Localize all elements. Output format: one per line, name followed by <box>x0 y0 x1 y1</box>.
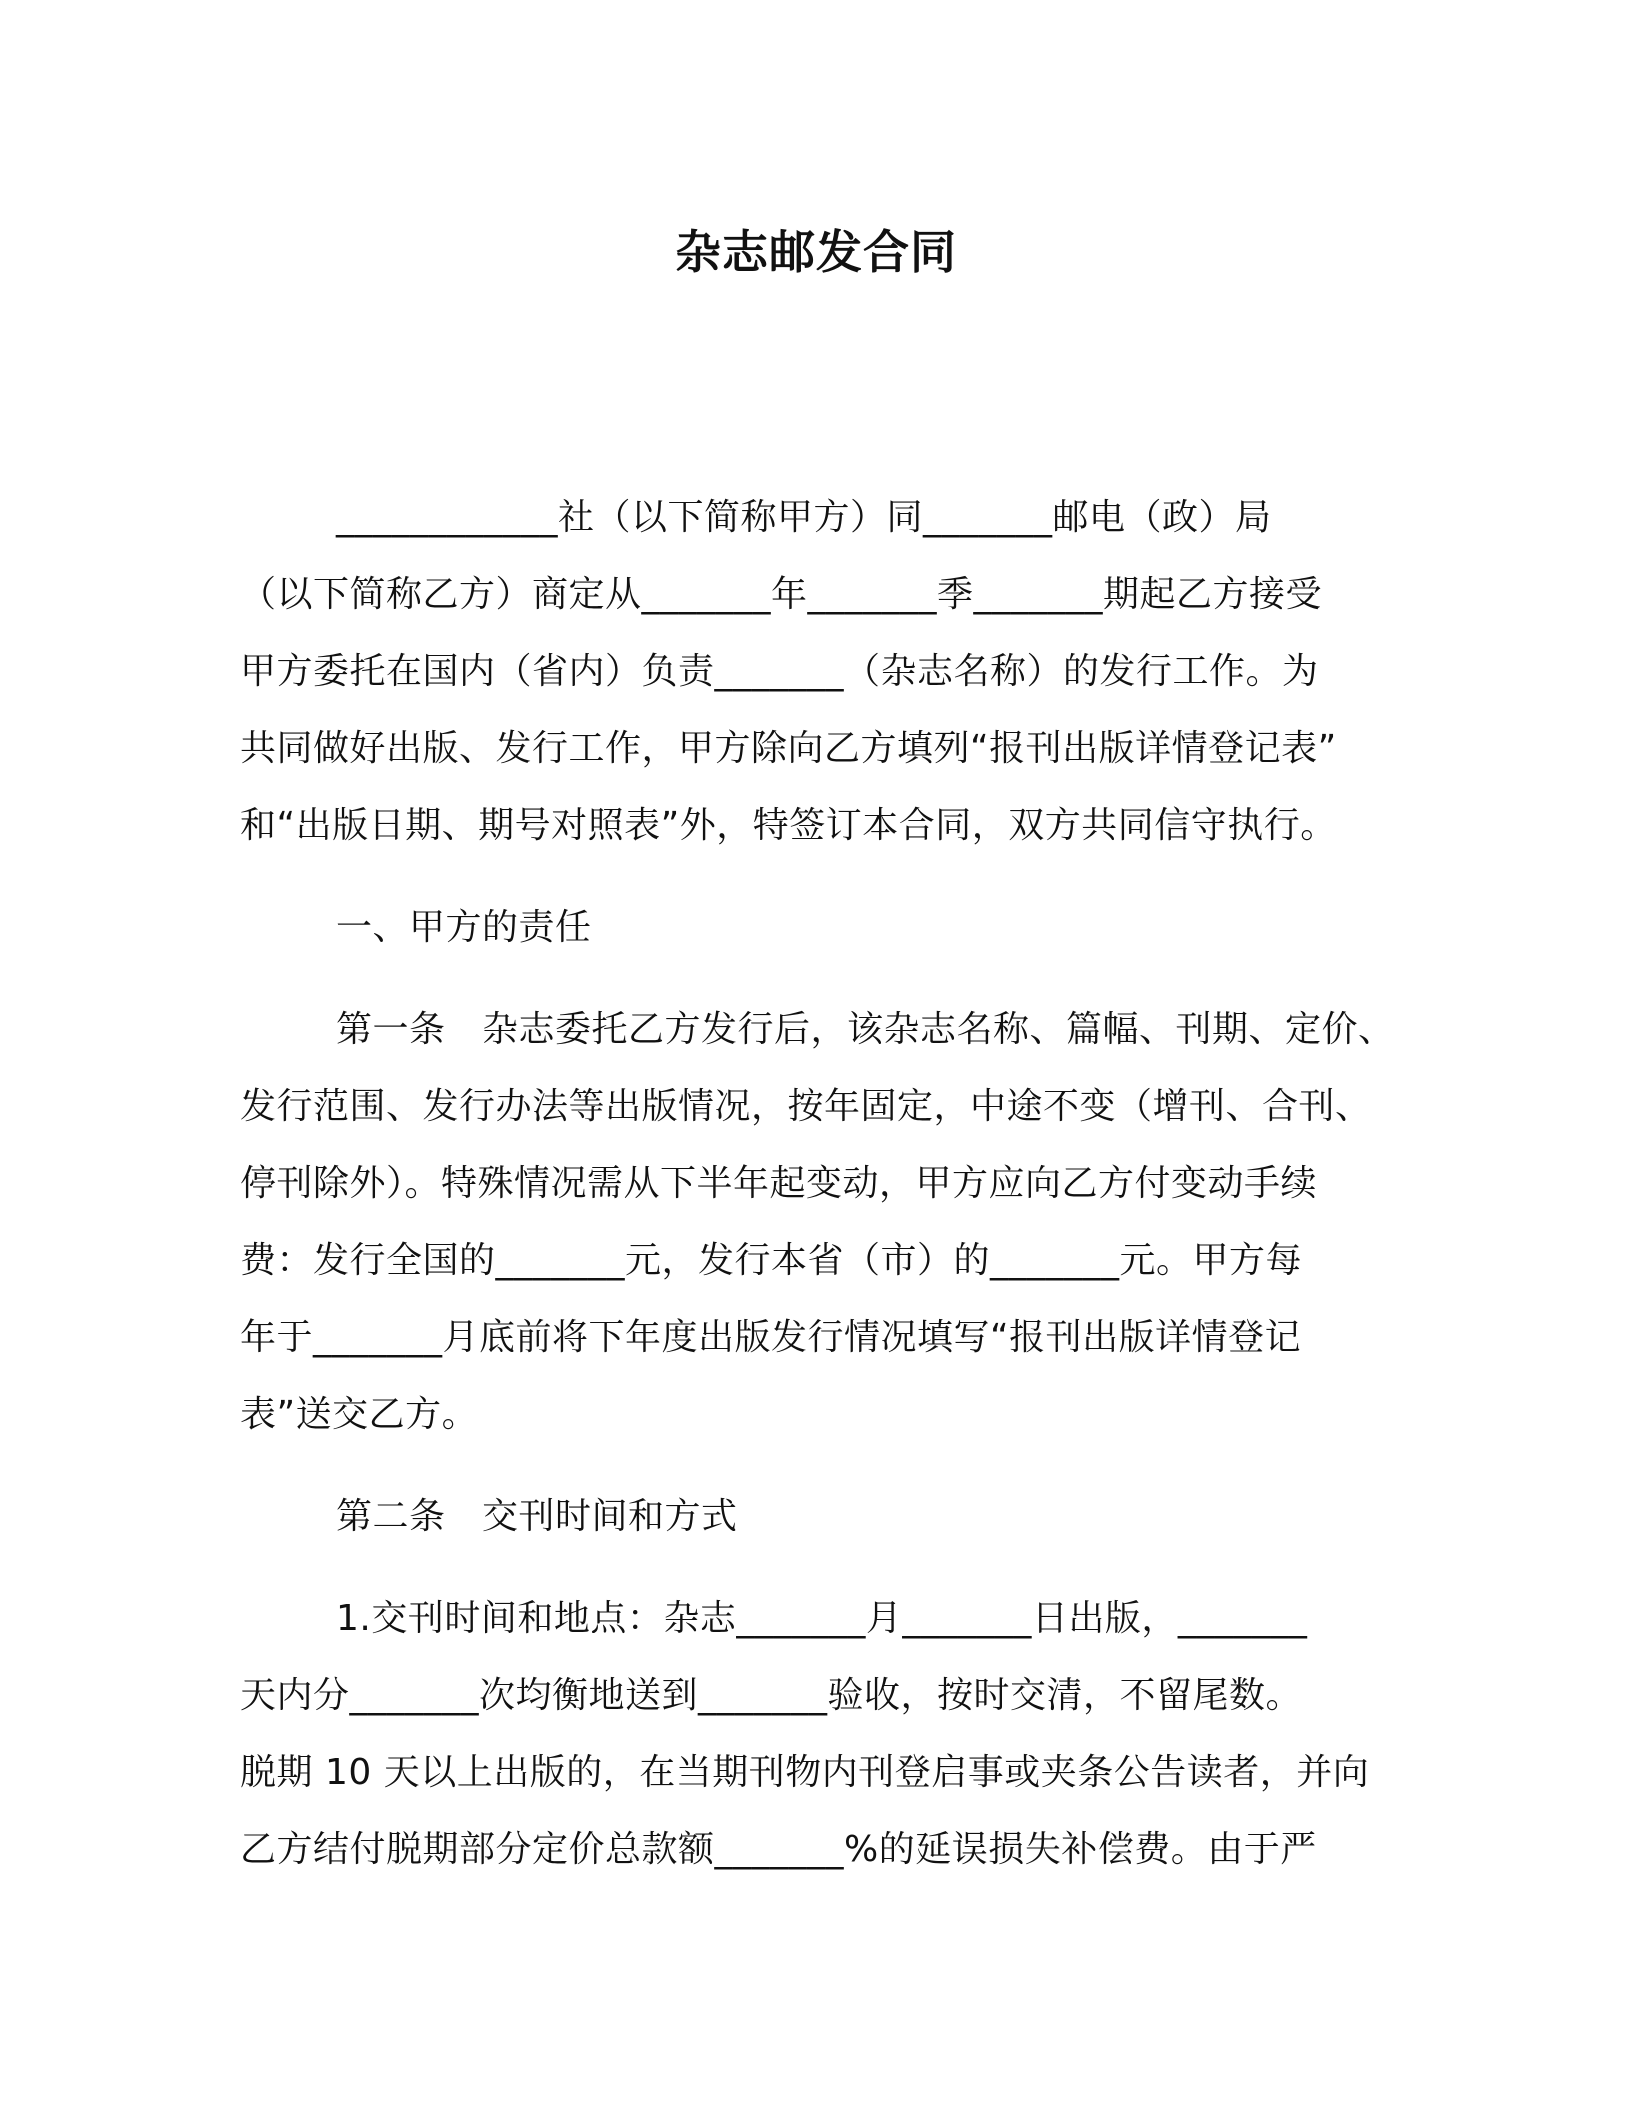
paragraph-line: （以下简称乙方）商定从_______年_______季_______期起乙方接受 <box>240 574 1323 615</box>
document-title: 杂志邮发合同 <box>675 225 957 279</box>
clause-line: 1.交刊时间和地点：杂志_______月_______日出版，_______ <box>336 1598 1308 1639</box>
paragraph-line: 和“出版日期、期号对照表”外，特签订本合同，双方共同信守执行。 <box>240 805 1337 846</box>
article-line: 停刊除外）。特殊情况需从下半年起变动，甲方应向乙方付变动手续 <box>240 1163 1318 1204</box>
clause-line: 脱期 10 天以上出版的，在当期刊物内刊登启事或夹条公告读者，并向 <box>240 1752 1370 1793</box>
paragraph-line: 共同做好出版、发行工作，甲方除向乙方填列“报刊出版详情登记表” <box>240 728 1337 769</box>
paragraph-line: ____________社（以下简称甲方）同_______邮电（政）局 <box>336 497 1272 538</box>
article-line: 费：发行全国的_______元，发行本省（市）的_______元。甲方每 <box>240 1240 1303 1281</box>
article-line: 年于_______月底前将下年度出版发行情况填写“报刊出版详情登记 <box>240 1317 1302 1358</box>
article-line: 发行范围、发行办法等出版情况，按年固定，中途不变（增刊、合刊、 <box>240 1086 1372 1127</box>
article-line: 第一条 杂志委托乙方发行后，该杂志名称、篇幅、刊期、定价、 <box>336 1009 1395 1050</box>
paragraph-line: 甲方委托在国内（省内）负责_______（杂志名称）的发行工作。为 <box>240 651 1319 692</box>
article-heading: 第二条 交刊时间和方式 <box>336 1496 738 1537</box>
article-line: 表”送交乙方。 <box>240 1394 479 1435</box>
clause-line: 乙方结付脱期部分定价总款额_______%的延误损失补偿费。由于严 <box>240 1829 1317 1870</box>
clause-line: 天内分_______次均衡地送到_______验收，按时交清，不留尾数。 <box>240 1675 1303 1716</box>
section-heading: 一、甲方的责任 <box>336 907 592 948</box>
